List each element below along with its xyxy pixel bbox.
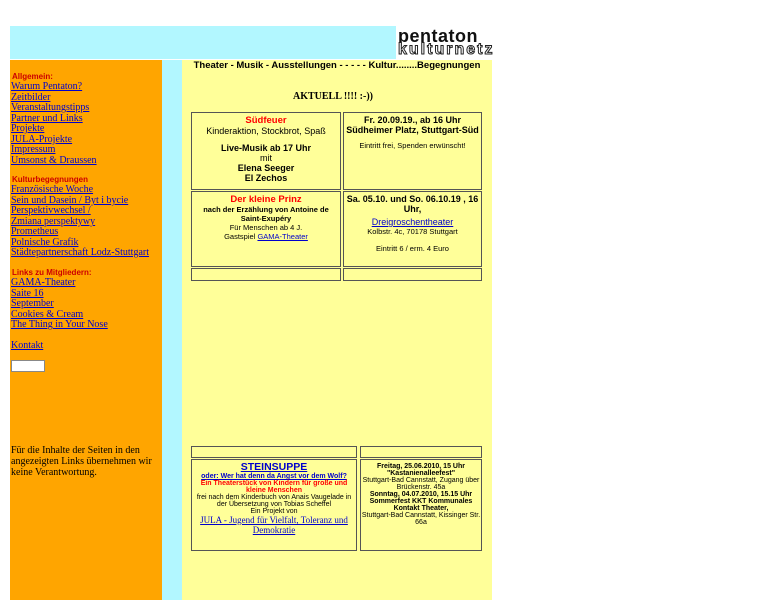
- event-text: Elena Seeger: [237, 163, 295, 173]
- event-place: Stuttgart-Bad Cannstatt, Zugang über Brückenstr. 45a: [362, 477, 480, 491]
- link-steinsuppe[interactable]: STEINSUPPE: [240, 461, 308, 473]
- aktuell-heading: AKTUELL !!!! :-)): [293, 91, 373, 102]
- empty-cell: [191, 446, 357, 458]
- link-steinsuppe-subtitle[interactable]: oder: Wer hat denn da Angst vor dem Wolf?: [201, 473, 347, 480]
- link-zeitbilder[interactable]: Zeitbilder: [11, 92, 51, 103]
- event-suedfeuer-description: [191, 112, 341, 190]
- link-jula-projekte[interactable]: JULA-Projekte: [11, 134, 73, 145]
- link-partner-und-links[interactable]: Partner und Links: [11, 113, 83, 124]
- link-jula[interactable]: JULA - Jugend für Vielfalt, Toleranz und Demokratie: [200, 515, 348, 535]
- event-text: frei nach dem Kinderbuch von Anais Vaugelade in der Übersetzung von Tobias Scheffel: [196, 494, 352, 508]
- link-cookies-cream[interactable]: Cookies & Cream: [11, 309, 84, 320]
- top-banner: [10, 26, 396, 59]
- event-text: Gastspiel: [224, 232, 256, 241]
- event-kleiner-prinz-date: [343, 191, 482, 267]
- empty-cell: [191, 268, 341, 281]
- event-text: Ein Projekt von: [250, 508, 298, 515]
- link-umsonst-draussen[interactable]: Umsonst & Draussen: [11, 155, 97, 166]
- broken-image-icon[interactable]: [11, 360, 45, 372]
- event-info: Eintritt frei, Spenden erwünscht!: [359, 141, 466, 150]
- pentaton-logo[interactable]: [398, 26, 495, 59]
- link-dreigroschentheater[interactable]: Dreigroschentheater: [371, 217, 454, 227]
- link-impressum[interactable]: Impressum: [11, 144, 56, 155]
- event-suedfeuer-date: [343, 112, 482, 190]
- event-date: Sonntag, 04.07.2010, 15.15 Uhr: [369, 491, 473, 498]
- event-steinsuppe-dates: [360, 459, 482, 551]
- disclaimer-text: Für die Inhalte der Seiten in den angezeigten Links übernehmen wir keine Verantwortung.: [11, 445, 152, 478]
- link-september[interactable]: September: [11, 298, 54, 309]
- event-text: "Kastanienalleefest": [386, 470, 456, 477]
- link-projekte[interactable]: Projekte: [11, 123, 45, 134]
- event-price: Eintritt 6 / erm. 4 Euro: [376, 244, 449, 253]
- event-text: Kinderaktion, Stockbrot, Spaß: [206, 126, 326, 136]
- event-text: Ein Theaterstück von Kindern für große und kleine Menschen: [200, 480, 348, 494]
- event-date: Fr. 20.09.19., ab 16 Uhr: [363, 115, 462, 125]
- section-title-allgemein: Allgemein:: [12, 72, 53, 81]
- event-title: Südfeuer: [245, 115, 287, 126]
- link-veranstaltungstipps[interactable]: Veranstaltungstipps: [11, 102, 90, 113]
- event-date: Freitag, 25.06.2010, 15 Uhr: [377, 463, 465, 470]
- page-headline: Theater - Musik - Ausstellungen - - - - - Kultur........Begegnungen: [193, 60, 481, 71]
- event-place: Südheimer Platz, Stuttgart-Süd: [346, 125, 479, 135]
- link-perspektivwechsel[interactable]: Perspektivwechsel /: [11, 205, 91, 216]
- link-sein-und-dasein[interactable]: Sein und Dasein / Byt i bycie: [11, 195, 129, 206]
- link-polnische-grafik[interactable]: Polnische Grafik: [11, 237, 79, 248]
- empty-cell: [343, 268, 482, 281]
- empty-cell: [360, 446, 482, 458]
- link-gama-theater[interactable]: GAMA-Theater: [11, 277, 76, 288]
- main-content: [182, 60, 492, 600]
- event-kleiner-prinz-description: [191, 191, 341, 267]
- link-staedtepartnerschaft[interactable]: Städtepartnerschaft Lodz-Stuttgart: [11, 247, 150, 258]
- link-prometheus[interactable]: Prometheus: [11, 226, 59, 237]
- event-text: Sommerfest KKT Kommunales Kontakt Theater,: [369, 498, 473, 512]
- link-warum-pentaton[interactable]: Warum Pentaton?: [11, 81, 83, 92]
- event-text: El Zechos: [244, 173, 288, 183]
- link-thing-in-your-nose[interactable]: The Thing in Your Nose: [11, 319, 108, 330]
- section-title-mitglieder: Links zu Mitgliedern:: [12, 268, 92, 277]
- link-zmiana-perspektywy[interactable]: Zmiana perspektywy: [11, 216, 96, 227]
- event-date: Sa. 05.10. und So. 06.10.19 , 16 Uhr,: [346, 194, 479, 214]
- section-title-kulturbegegnungen: Kulturbegegnungen: [12, 175, 88, 184]
- link-saite-16[interactable]: Saite 16: [11, 288, 44, 299]
- sidebar: [10, 60, 162, 600]
- event-title: Der kleine Prinz: [230, 194, 302, 205]
- link-franzoesische-woche[interactable]: Französische Woche: [11, 184, 94, 195]
- event-text: mit: [260, 153, 272, 163]
- logo-text-kulturnetz: kulturnetz: [398, 41, 495, 58]
- event-text: Für Menschen ab 4 J.: [229, 223, 303, 232]
- logo-text-pentaton: pentaton: [398, 26, 478, 46]
- event-text: nach der Erzählung von Antoine de Saint-Exupéry: [203, 205, 329, 223]
- event-steinsuppe-description: [191, 459, 357, 551]
- cyan-spacer: [162, 60, 182, 600]
- event-address: Kolbstr. 4c, 70178 Stuttgart: [367, 227, 458, 236]
- event-text: Live-Musik ab 17 Uhr: [220, 143, 312, 153]
- event-place: Stuttgart-Bad Cannstatt, Kissinger Str. 66a: [361, 512, 481, 526]
- link-kontakt[interactable]: Kontakt: [11, 340, 44, 351]
- link-gama-theater-event[interactable]: GAMA-Theater: [257, 232, 308, 241]
